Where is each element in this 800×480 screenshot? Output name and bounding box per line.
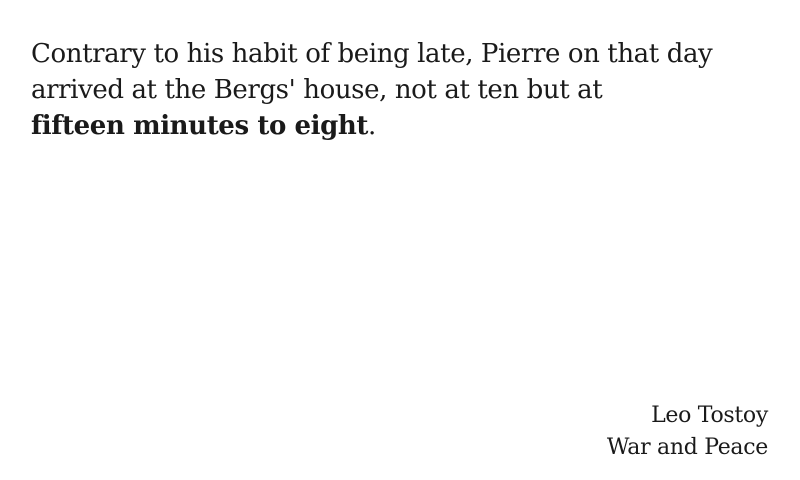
quote-emphasis: fifteen minutes to eight — [31, 111, 369, 141]
attribution — [607, 400, 768, 464]
quote-line-2: arrived at the Bergs' house, not at ten but at — [31, 75, 603, 105]
quote-line-3 — [31, 108, 771, 144]
quote-punctuation: . — [368, 111, 376, 141]
quote-line-1: Contrary to his habit of being late, Pierre on that day — [31, 39, 713, 69]
author-name: Leo Tostoy — [651, 403, 768, 428]
quote-text — [31, 36, 771, 144]
work-title: War and Peace — [606, 435, 768, 460]
